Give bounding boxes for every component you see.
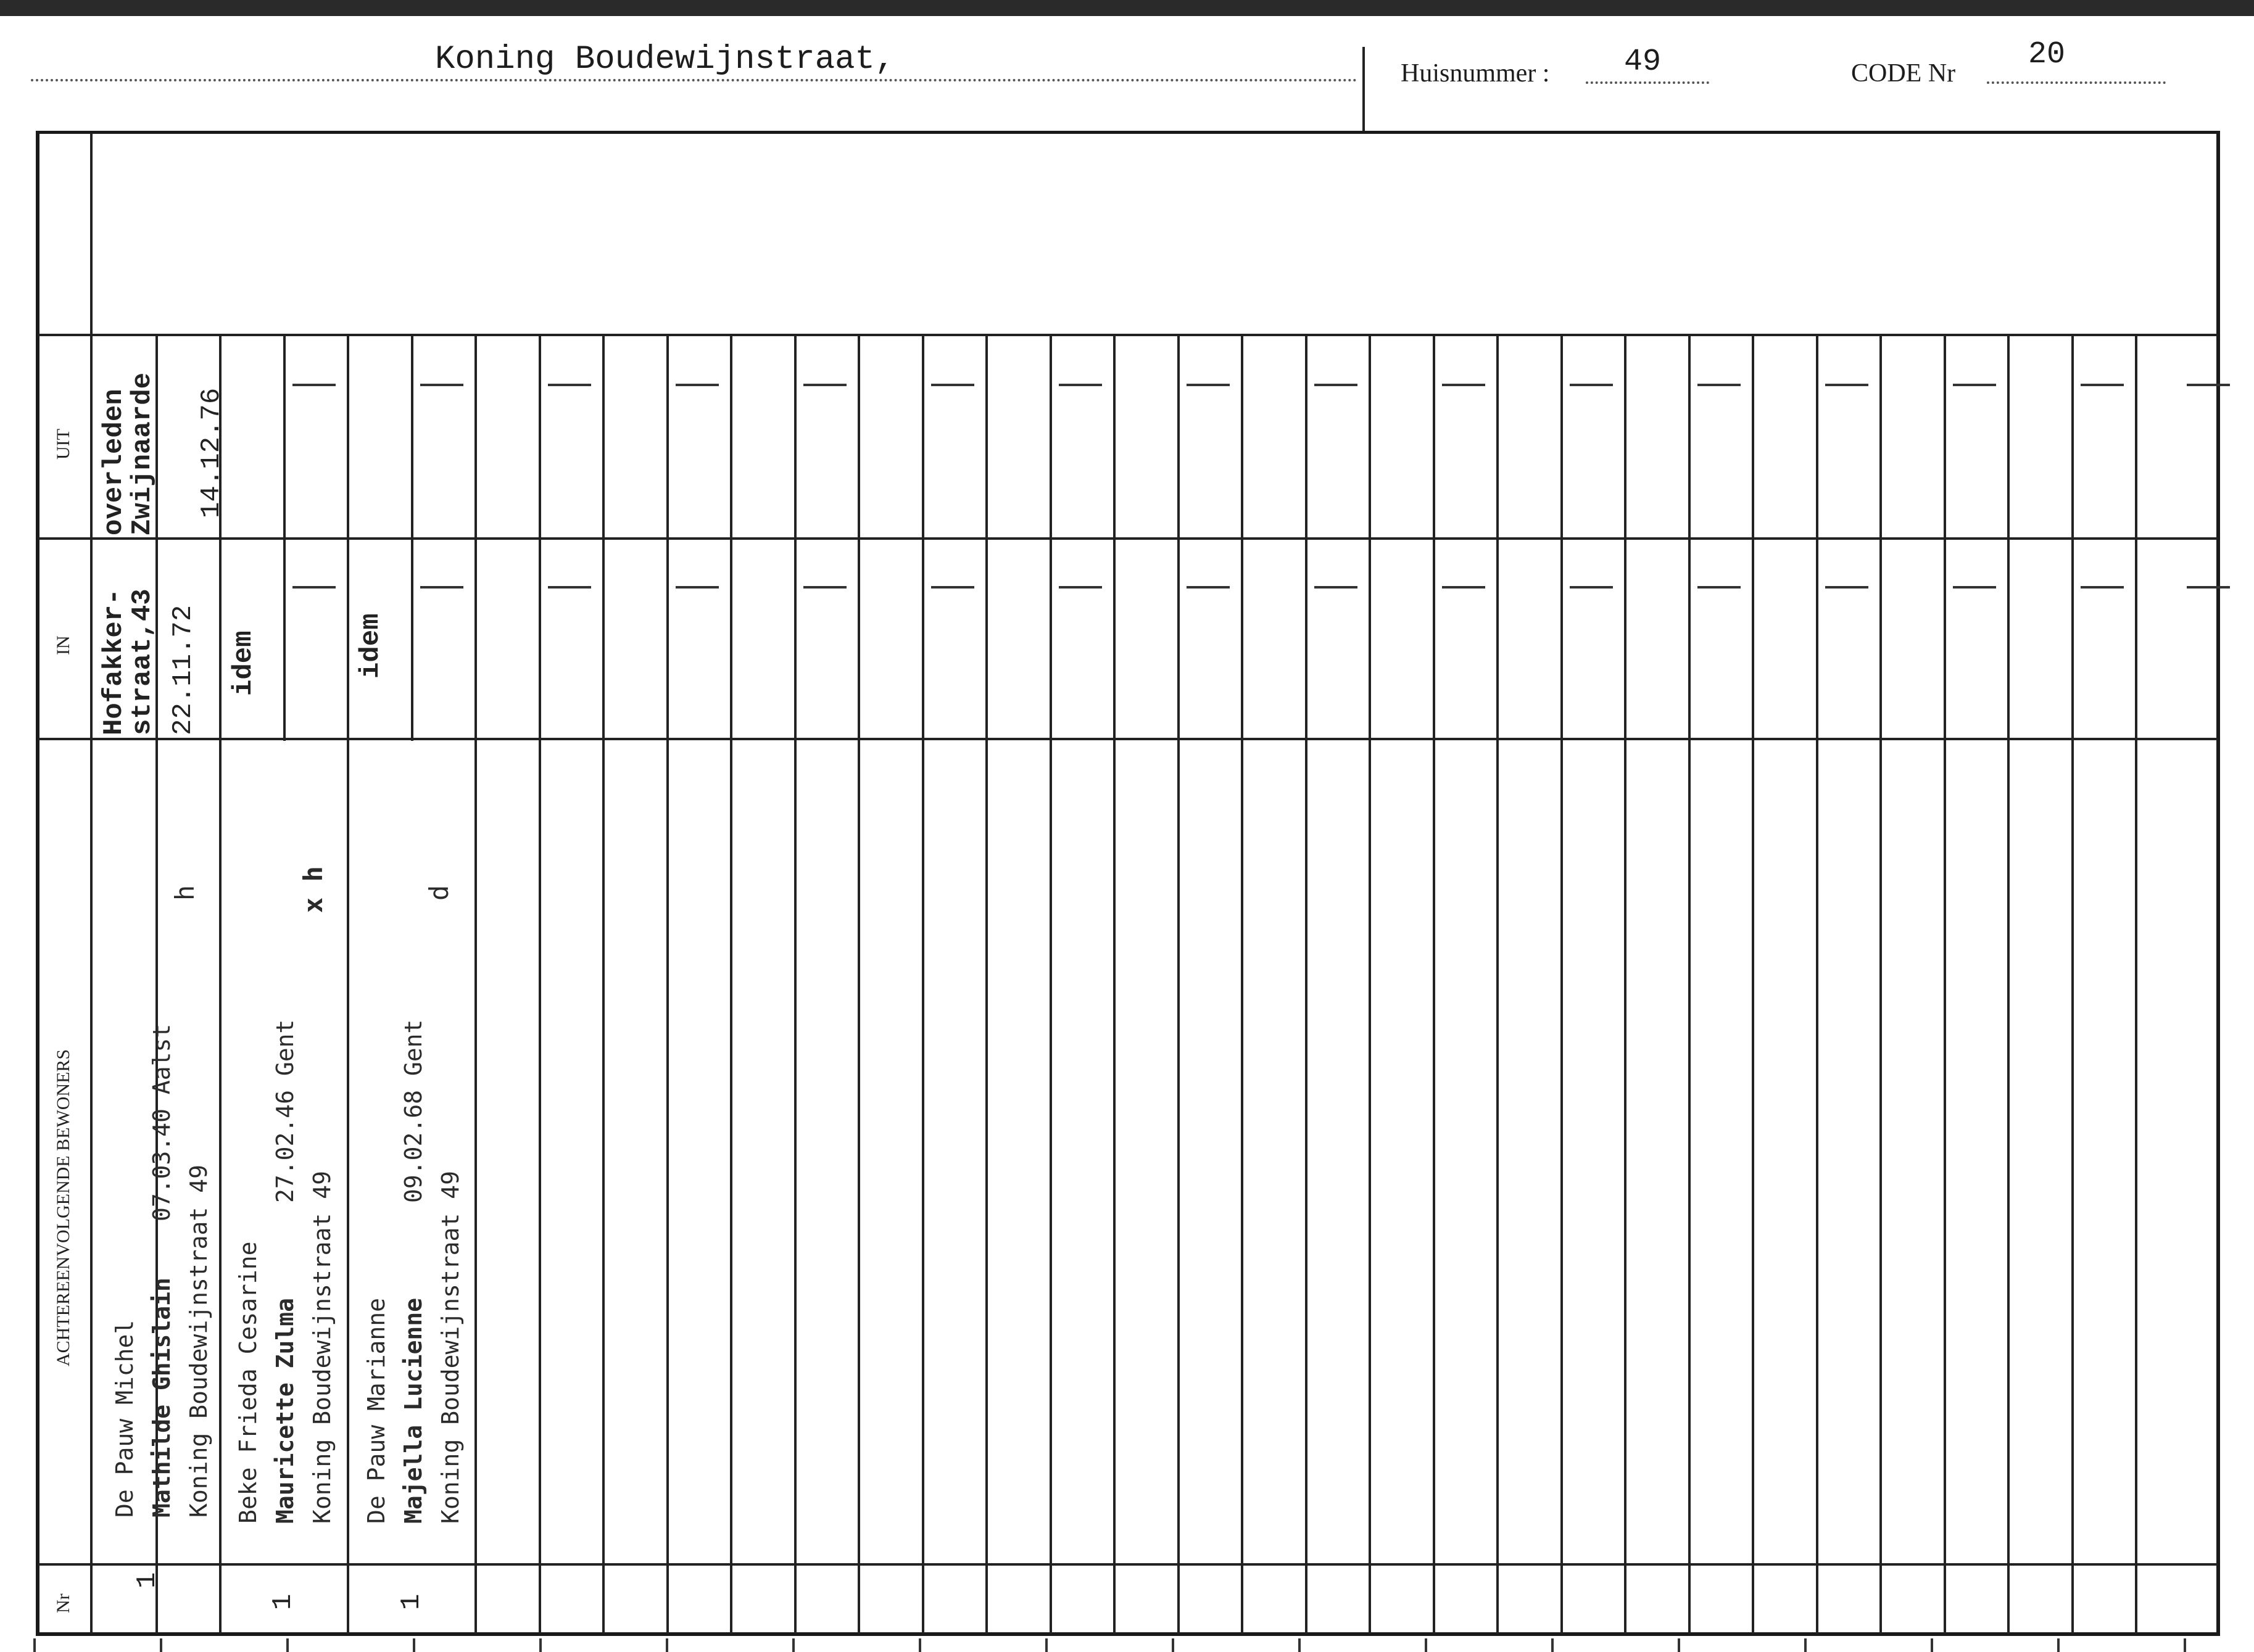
header-separator [1362,47,1365,131]
row-1-status: h [170,885,200,901]
column-divider [858,334,860,1633]
empty-cell-dash [676,384,719,386]
column-divider [985,334,988,1633]
label-column-divider [90,133,93,1633]
empty-cell-dash [2187,384,2230,386]
section-line-bewoners-top [38,738,2218,740]
row-3-name-line2: Majella Lucienne [400,1297,427,1524]
column-divider [2135,334,2137,1633]
empty-cell-dash [931,384,974,386]
column-divider [219,334,222,1633]
empty-cell-dash [1825,384,1868,386]
row-1-out-date: 14.12.76 [196,387,227,518]
empty-cell-dash [1953,384,1996,386]
column-divider [1879,334,1882,1633]
street-dotted-line [31,79,1357,81]
column-subdivider [1050,334,1052,1633]
column-divider [474,334,477,1633]
bottom-edge-tick [539,1638,542,1652]
code-number-value: 20 [2028,37,2066,72]
empty-cell-dash [1825,586,1868,589]
empty-cell-dash [1953,586,1996,589]
empty-cell-dash [1697,586,1741,589]
empty-cell-dash [1314,384,1357,386]
column-subdivider [794,334,797,1633]
column-subdivider [1944,334,1946,1633]
empty-cell-dash [1187,384,1230,386]
empty-cell-dash [292,586,336,589]
bottom-edge-tick [1425,1638,1427,1652]
bottom-edge-tick [1298,1638,1301,1652]
empty-cell-dash [548,586,591,589]
empty-cell-dash [1442,586,1485,589]
empty-cell-dash [676,586,719,589]
row-2-nr: 1 [268,1593,299,1610]
bottom-edge-tick [1678,1638,1680,1652]
row-1-out-reason: overleden [99,389,130,535]
house-number-label: Huisnummer : [1401,59,1550,88]
empty-cell-dash [1442,384,1485,386]
row-1-in-date: 22.11.72 [168,605,199,735]
bottom-edge-tick [1172,1638,1174,1652]
row-1-out-place: Zwijnaarde [127,372,158,535]
column-subdivider [1305,334,1307,1633]
section-line-uit-top [38,334,2218,336]
empty-cell-dash [548,384,591,386]
bottom-edge-tick [2057,1638,2060,1652]
column-divider [1496,334,1499,1633]
column-subdivider [1816,334,1818,1633]
empty-cell-dash [803,384,847,386]
bottom-edge-tick [1045,1638,1048,1652]
row-2-name-line1: Beke Frieda Cesarine [234,1241,262,1524]
street-name: Koning Boudewijnstraat, [435,41,895,78]
row-1-address: Koning Boudewijnstraat 49 [185,1165,212,1518]
row-subdivider [411,334,413,741]
row-2-birth: 27.02.46 Gent [271,1019,299,1203]
column-divider [1113,334,1116,1633]
row-2-address: Koning Boudewijnstraat 49 [309,1171,336,1524]
empty-cell-dash [1187,586,1230,589]
empty-cell-dash [1570,586,1613,589]
row-1-name-line1: De Pauw Michel [111,1320,138,1518]
column-divider [1369,334,1371,1633]
bottom-edge-tick [666,1638,668,1652]
bottom-edge-tick [792,1638,795,1652]
section-line-nr-top [38,1563,2218,1566]
bottom-edge-tick [33,1638,36,1652]
bottom-edge-tick [1551,1638,1554,1652]
row-3-name-line1: De Pauw Marianne [363,1297,390,1524]
bottom-edge-tick [413,1638,415,1652]
row-3-in: idem [355,613,386,679]
code-number-label: CODE Nr [1851,59,1956,88]
column-divider [1624,334,1626,1633]
empty-cell-dash [1059,384,1102,386]
row-1-birth: 07.03.40 Aalst [148,1023,175,1221]
column-subdivider [666,334,669,1633]
empty-cell-dash [2187,586,2230,589]
row-2-status: x h [298,866,328,913]
row-1-nr: 1 [132,1572,163,1588]
row-3-address: Koning Boudewijnstraat 49 [437,1171,464,1524]
code-number-dotted-line [1987,81,2166,84]
scan-top-edge [0,0,2254,16]
section-label-uit: UIT [53,429,73,460]
row-1-in-street: Hofakker- [99,589,130,735]
empty-cell-dash [2081,384,2124,386]
house-number-value: 49 [1624,44,1662,80]
column-subdivider [922,334,924,1633]
bottom-edge-tick [1804,1638,1807,1652]
section-label-bewoners: ACHTEREENVOLGENDE BEWONERS [53,1049,73,1366]
empty-cell-dash [420,384,463,386]
column-divider [730,334,732,1633]
bottom-edge-tick [1931,1638,1933,1652]
empty-cell-dash [292,384,336,386]
house-number-dotted-line [1586,81,1709,84]
empty-cell-dash [420,586,463,589]
empty-cell-dash [931,586,974,589]
column-subdivider [1433,334,1435,1633]
column-subdivider [1560,334,1563,1633]
bottom-edge-tick [160,1638,162,1652]
column-subdivider [539,334,541,1633]
section-line-in-top [38,537,2218,540]
column-subdivider [1688,334,1691,1633]
row-1-name-line2: Mathilde Ghislain [148,1278,175,1518]
column-subdivider [2071,334,2074,1633]
bottom-edge-tick [286,1638,289,1652]
empty-cell-dash [803,586,847,589]
empty-cell-dash [1697,384,1741,386]
bottom-edge-tick [919,1638,921,1652]
row-subdivider [283,334,286,741]
column-divider [1241,334,1243,1633]
section-label-in: IN [53,635,73,655]
row-2-in: idem [228,630,259,696]
empty-cell-dash [2081,586,2124,589]
empty-cell-dash [1314,586,1357,589]
bottom-edge-tick [2184,1638,2186,1652]
row-3-status: d [424,885,454,901]
column-divider [2007,334,2010,1633]
column-divider [1752,334,1754,1633]
section-label-nr: Nr [53,1593,73,1613]
row-1-in-number: straat,43 [127,589,158,735]
column-subdivider [1177,334,1180,1633]
empty-cell-dash [1570,384,1613,386]
row-2-name-line2: Mauricette Zulma [271,1297,299,1524]
column-divider [602,334,605,1633]
row-3-nr: 1 [396,1593,427,1610]
empty-cell-dash [1059,586,1102,589]
row-3-birth: 09.02.68 Gent [400,1019,427,1203]
column-divider [347,334,349,1633]
